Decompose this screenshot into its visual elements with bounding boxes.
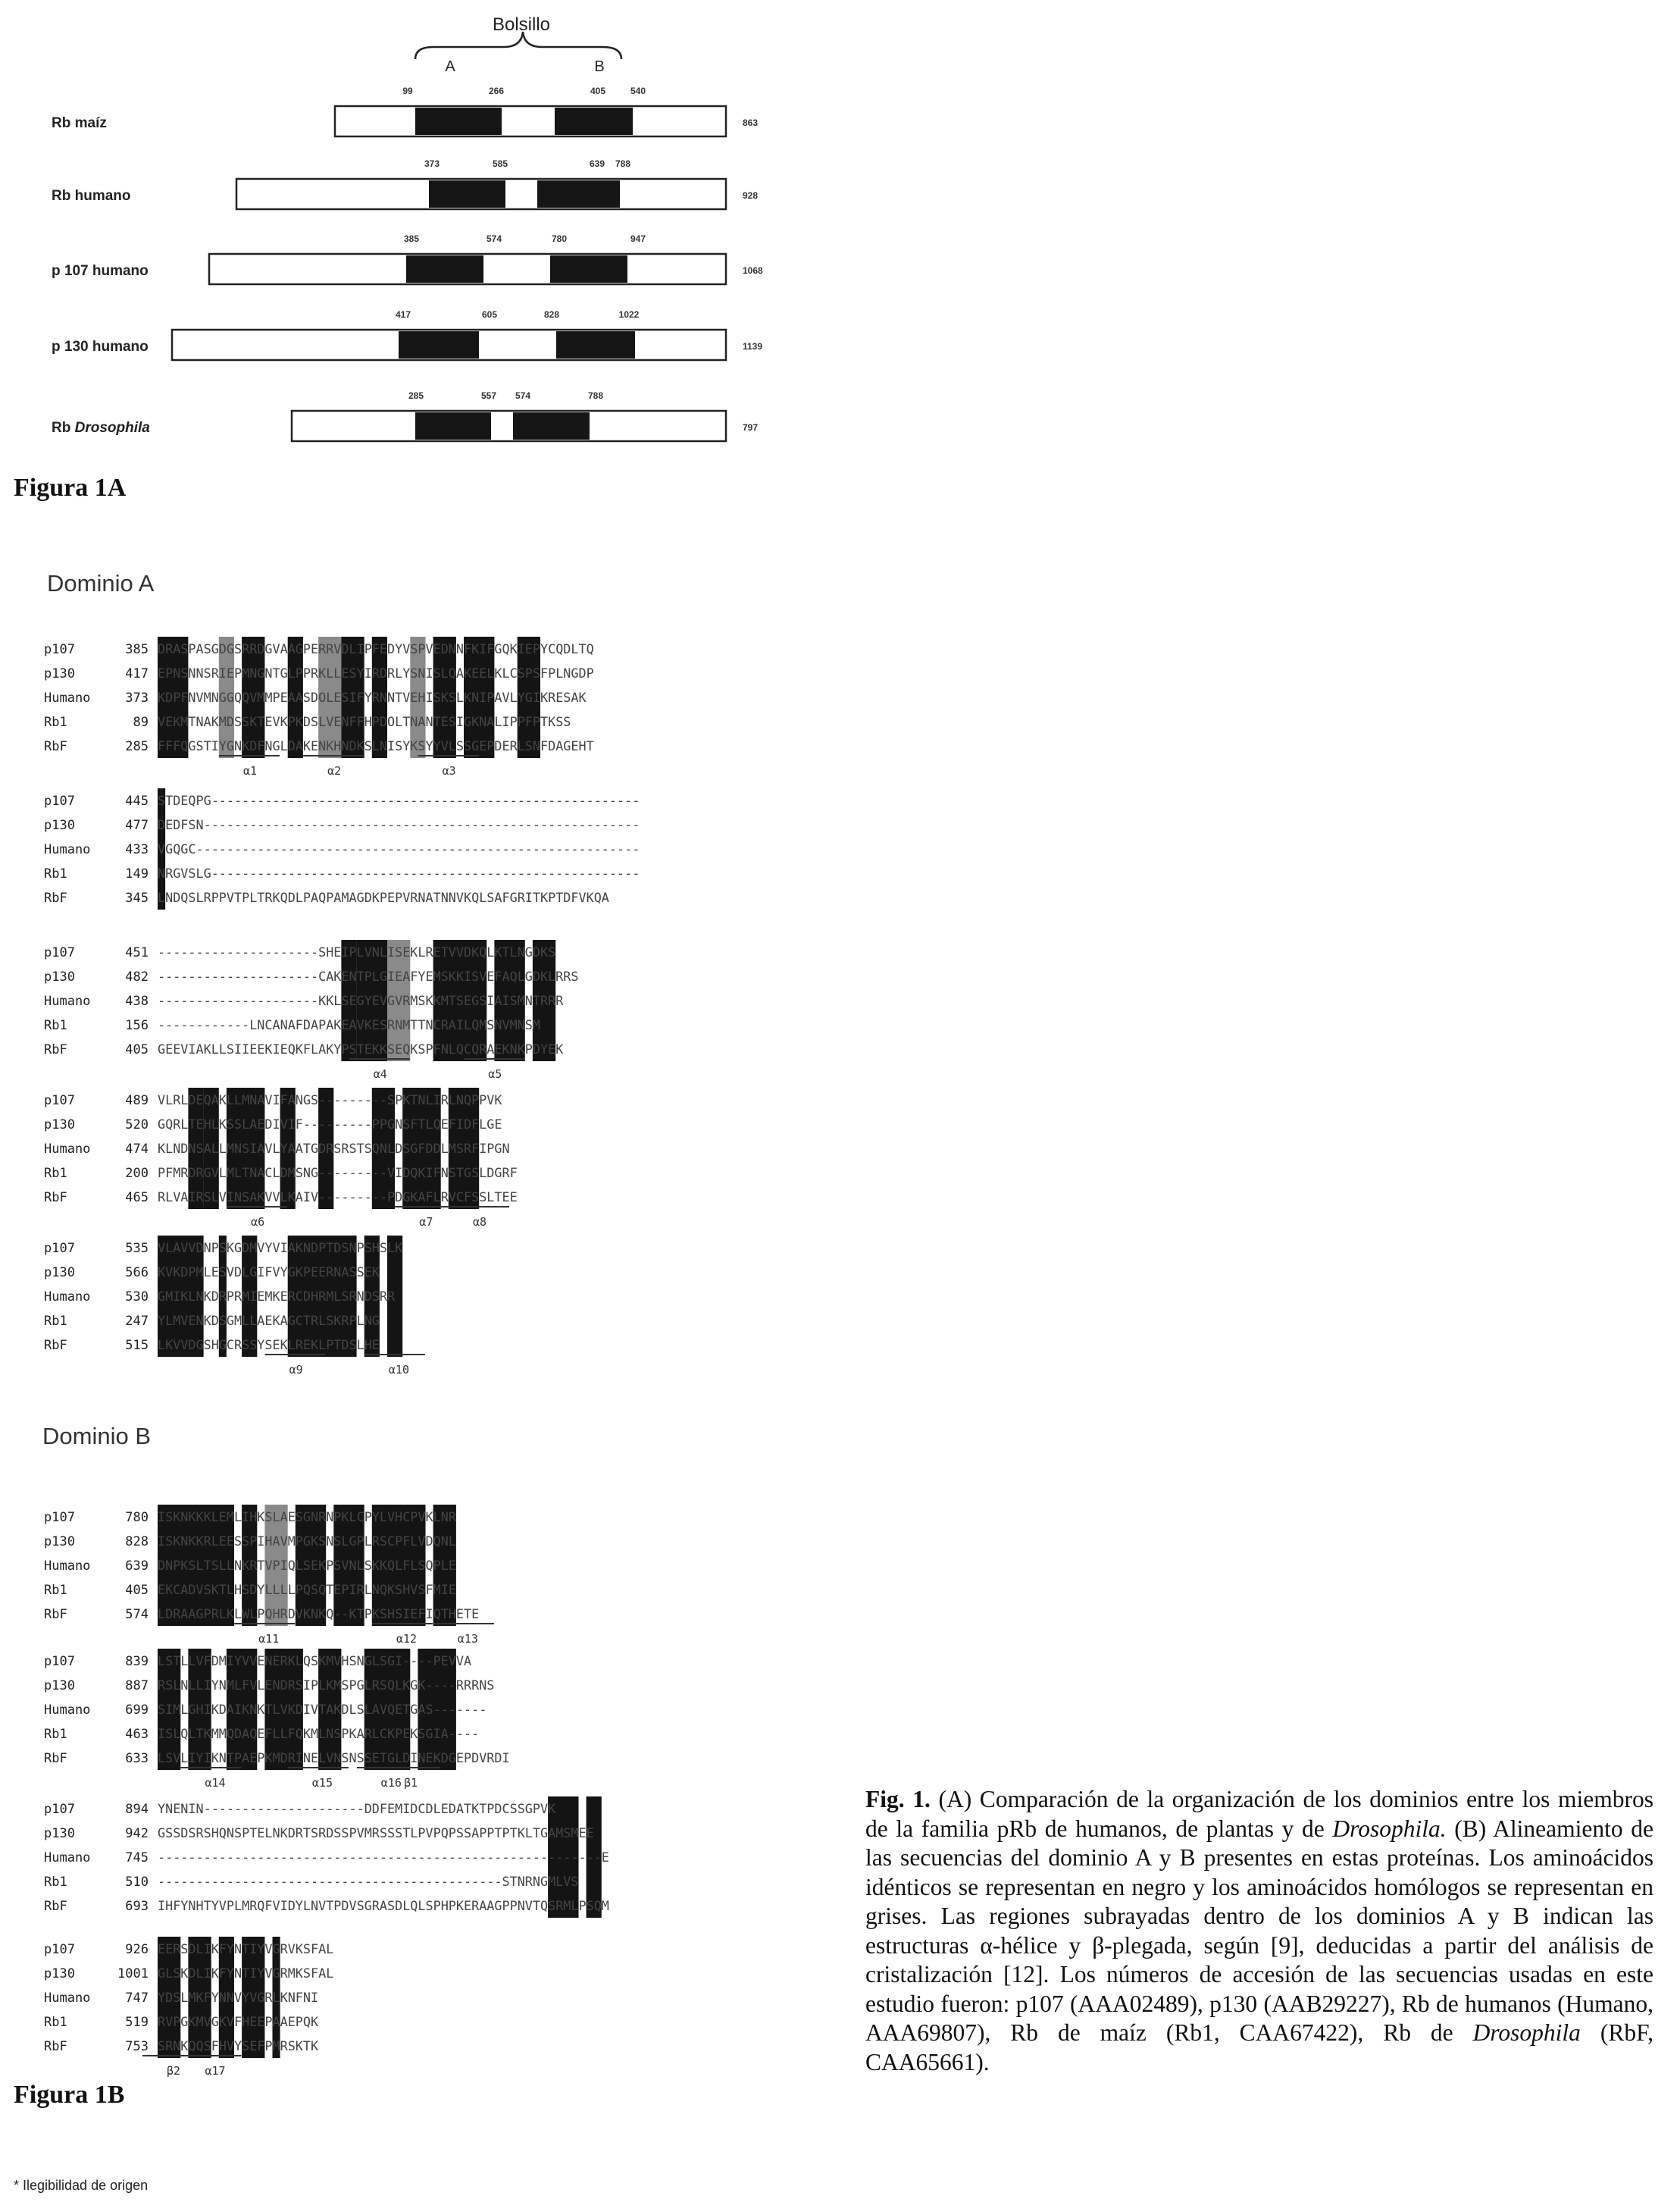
alignment-block	[0, 1649, 818, 1791]
sequence-name: Rb1	[44, 1166, 67, 1181]
sequence-name: Humano	[44, 1289, 91, 1305]
sequence-name: p107	[44, 945, 75, 960]
sequence-start-number: 438	[125, 994, 149, 1009]
secondary-structure-label: α12	[396, 1632, 418, 1646]
position-mark: 417	[395, 309, 411, 320]
sequence-name: Humano	[44, 1558, 91, 1574]
sequence-name: Humano	[44, 994, 91, 1009]
caption-italic-drosophila-1: Drosophila.	[1332, 1815, 1447, 1842]
secondary-structure-label: α7	[419, 1215, 433, 1229]
pocket-region-a	[406, 255, 483, 283]
sequence-name: p130	[44, 1265, 75, 1280]
sequence-residues: ISKNKKRLEESSPIHAVMPGKSNSLGPLRSCPFLVDQNL	[158, 1533, 456, 1549]
pocket-region-b	[555, 108, 633, 135]
sequence-start-number: 474	[125, 1142, 149, 1157]
sequence-residues: KDPFNVMNGGQQVMMPEAASDOLESIFYRNNTVEHISKSLKNIPAVLYGIKRESAK	[158, 690, 587, 705]
protein-length: 863	[743, 117, 759, 128]
sequence-name: RbF	[44, 2039, 67, 2054]
sequence-start-number: 465	[125, 1190, 149, 1205]
sequence-residues: ISKNKKKLEMLIHKSLAESGNRNPKLCPYLVHCPVKLNR	[158, 1509, 457, 1524]
protein-length: 797	[743, 422, 759, 433]
sequence-residues: LKVVDGSHGCRSSYSEKLREKLPTDSLHE	[158, 1337, 380, 1352]
sequence-residues: GMIKLNKDRPRMIEMKERCDHRMLSRNDSRR	[158, 1289, 396, 1304]
figure-1a-label: Figura 1A	[14, 474, 127, 502]
sequence-start-number: 828	[125, 1534, 149, 1549]
secondary-structure-label: α8	[473, 1215, 487, 1229]
alignment-block-svg	[0, 637, 818, 779]
sequence-name: RbF	[44, 1338, 67, 1353]
sequence-start-number: 477	[125, 818, 149, 833]
protein-name: p 107 humano	[52, 263, 149, 279]
caption-head: Fig. 1.	[865, 1786, 931, 1812]
sequence-start-number: 780	[125, 1510, 149, 1525]
protein-name	[52, 420, 150, 436]
caption-text-end: (RbF, CAA65661).	[865, 2019, 1653, 2075]
sequence-start-number: 699	[125, 1702, 149, 1718]
position-mark: 780	[551, 233, 568, 244]
position-mark: 585	[492, 158, 508, 169]
sequence-start-number: 747	[125, 1991, 149, 2006]
sequence-name: p130	[44, 969, 75, 985]
sequence-name: Humano	[44, 1850, 91, 1865]
sequence-start-number: 693	[125, 1899, 149, 1914]
sequence-start-number: 639	[125, 1558, 149, 1574]
caption-text-b: (B) Alineamiento de las secuencias del dominio A y B presentes en estas proteínas. Los aminoácidos idénticos se representan en negro y los aminoácidos homólogos se representan en grises. Las regiones subrayadas dentro de los dominios A y B indican las estructuras α-hélice y β-plegada, según [9], deducidas a partir del análisis de cristalización [12]. Los números de accesión de las secuencias usadas en este estudio fueron: p107 (AAA02489), p130 (AAB29227), Rb de humanos (Humano, AAA69807), Rb de maíz (Rb1, CAA67422), Rb de	[865, 1815, 1654, 2046]
sequence-residues: FFFQGSTIYGNKDFNGLDAKENKHNDKSLNISYKSYYVLSSGEPDERLSNFDAGEHT	[158, 738, 594, 753]
sequence-residues: ISLQLTKMMQDAQEFLLFQKMLNSPKARLCKPEKSGIA----	[158, 1726, 480, 1741]
position-mark: 828	[543, 309, 560, 320]
sequence-residues: RLVAIRSLVINSAKVVLKAIV---------PDGKAFLRVCFSSLTEE	[158, 1189, 518, 1204]
sequence-name: RbF	[44, 1899, 67, 1914]
sequence-name: p130	[44, 666, 75, 681]
protein-name: Rb maíz	[52, 115, 107, 131]
pocket-label: Bolsillo	[492, 14, 551, 35]
alignment-block-svg	[0, 1937, 818, 2079]
alignment-block	[0, 788, 818, 931]
protein-bar	[292, 411, 726, 441]
position-mark: 266	[488, 86, 505, 96]
sequence-start-number: 156	[125, 1018, 149, 1033]
sequence-name: p130	[44, 1966, 75, 1981]
sequence-name: RbF	[44, 891, 67, 906]
sequence-start-number: 633	[125, 1751, 149, 1766]
sequence-residues: YDSLMKFYNNVYVGRLKNFNI	[158, 1990, 319, 2005]
sequence-residues: PFMRDRGVLMLTNACLDMSNG---------VIDQKIFNSTGSLDGRF	[158, 1165, 518, 1180]
pocket-region-b	[513, 412, 590, 440]
caption-italic-drosophila-2: Drosophila	[1472, 2019, 1581, 2046]
secondary-structure-label: α5	[488, 1067, 502, 1081]
position-mark: 947	[630, 233, 646, 244]
sequence-start-number: 200	[125, 1166, 149, 1181]
sequence-start-number: 887	[125, 1678, 149, 1693]
sequence-residues: EKCADVSKTLHSDYLLLLPQSQTEPIRLNQKSHVSFMIE	[158, 1582, 456, 1597]
sequence-residues: SRNKQQSFHVYSEFPMRSKTK	[158, 2038, 319, 2053]
position-mark: 574	[515, 390, 531, 401]
secondary-structure-label: β2	[167, 2064, 181, 2078]
sequence-residues: GSSDSRSHQNSPTELNKDRTSRDSSPVMRSSSTLPVPQPSSAPPTPTKLTGAMSMEE	[158, 1825, 594, 1840]
sequence-start-number: 566	[125, 1265, 149, 1280]
sequence-residues: RSLNLLIYNMLFVLENDRSIPLKMSPGLRSQLKGK----RRRNS	[158, 1677, 495, 1693]
sequence-residues: STDEQPG--------------------------------------------------------	[158, 793, 640, 808]
secondary-structure-label: α1	[243, 764, 258, 778]
sequence-residues: VLRLDEQAKLLMNAVIFANGS---------SPKTNLIRLNQPPVK	[158, 1092, 503, 1107]
sequence-residues: ---------------------CAKENTPLGIEAFYEMSKKISVEFAQLGDKLRRS	[158, 969, 579, 984]
figure-1a	[0, 0, 1680, 502]
sequence-name: p130	[44, 1826, 75, 1841]
position-mark: 574	[486, 233, 502, 244]
sequence-start-number: 1001	[117, 1966, 149, 1981]
sequence-start-number: 385	[125, 642, 149, 657]
sequence-name: RbF	[44, 1042, 67, 1057]
sequence-name: Rb1	[44, 715, 67, 730]
secondary-structure-label: α16	[380, 1776, 402, 1790]
figure-caption	[865, 1785, 1653, 2077]
sequence-name: Humano	[44, 1142, 91, 1157]
figure-1b-label: Figura 1B	[14, 2081, 125, 2109]
sequence-name: p107	[44, 1802, 75, 1817]
sequence-name: Humano	[44, 1991, 91, 2006]
alignment-block-svg	[0, 940, 818, 1082]
secondary-structure-label: α15	[311, 1776, 333, 1790]
position-mark: 605	[481, 309, 498, 320]
secondary-structure-label: β1	[404, 1776, 418, 1790]
sequence-start-number: 405	[125, 1042, 149, 1057]
sequence-name: RbF	[44, 1607, 67, 1622]
alignment-block	[0, 1505, 818, 1647]
sequence-start-number: 463	[125, 1727, 149, 1742]
sequence-start-number: 405	[125, 1583, 149, 1598]
sequence-residues: ---------------------------------------------STNRNGMLVS	[158, 1874, 579, 1889]
secondary-structure-label: α11	[258, 1632, 280, 1646]
sequence-start-number: 510	[125, 1875, 149, 1890]
sequence-residues: LDRAAGPRLKLWLPQHRDVKNKQ--KTPKSHSIEFIQTHETE	[158, 1606, 480, 1621]
sequence-start-number: 451	[125, 945, 149, 960]
position-mark: 540	[630, 86, 646, 96]
protein-name: Rb humano	[52, 188, 131, 204]
sequence-start-number: 89	[133, 715, 149, 730]
sequence-start-number: 482	[125, 969, 149, 985]
domain-a-title: Dominio A	[47, 570, 155, 597]
secondary-structure-label: α3	[442, 764, 456, 778]
sequence-residues: YLMVENKDSGMLLAEKAGCTRLSKRPLNG	[158, 1313, 380, 1328]
sequence-start-number: 839	[125, 1654, 149, 1669]
alignment-block	[0, 1937, 818, 2079]
pocket-region-b	[550, 255, 627, 283]
sequence-name: Rb1	[44, 1314, 67, 1329]
sequence-start-number: 745	[125, 1850, 149, 1865]
protein-length: 1068	[743, 265, 763, 276]
sequence-start-number: 417	[125, 666, 149, 681]
protein-row	[52, 233, 763, 284]
sequence-start-number: 445	[125, 794, 149, 809]
sequence-residues: KVKDPMLESVDLGIFVYGKPEERNASSEK	[158, 1264, 380, 1280]
sequence-name: Rb1	[44, 1875, 67, 1890]
protein-name-italic: Drosophila	[74, 420, 150, 436]
sequence-start-number: 574	[125, 1607, 149, 1622]
sequence-name: p130	[44, 818, 75, 833]
sequence-residues: VLAVVDNPSKGDMVYVIAKNDPTDSNPSHSLK	[158, 1240, 404, 1255]
domain-b-title: Dominio B	[42, 1423, 151, 1449]
pocket-region-a	[399, 331, 479, 359]
sequence-start-number: 247	[125, 1314, 149, 1329]
domain-organization-diagram	[0, 0, 834, 478]
secondary-structure-label: α14	[205, 1776, 226, 1790]
position-mark: 285	[408, 390, 424, 401]
sequence-residues: GLSKDLIKFYNTIYVGRMKSFAL	[158, 1966, 334, 1981]
position-mark: 99	[402, 86, 413, 96]
protein-bar	[335, 106, 726, 136]
footnote: * Ilegibilidad de origen	[14, 2178, 149, 2193]
sequence-residues: KLNDNSALLMNSIAVLYAATGDRSRSTSQNLDSGFDDLMSRFIPGN	[158, 1141, 510, 1156]
protein-row	[52, 390, 758, 441]
sequence-residues: YNENIN---------------------DDFEMIDCDLEDATKTPDCSSGPVK	[158, 1801, 557, 1816]
sequence-residues: RVPGKMVGKVFHEEPAAEPQK	[158, 2014, 319, 2029]
sequence-name: p107	[44, 1241, 75, 1256]
sequence-residues: LSVLIYIKNTPAEPKMDRINELVNSNSSETGLDINEKDGEPDVRDI	[158, 1750, 510, 1765]
sequence-residues: DNPKSLTSLLNKRTVPIQLSEKPSVNLSKKQLFLSQPLE	[158, 1558, 456, 1573]
protein-name: p 130 humano	[52, 339, 149, 355]
sequence-name: RbF	[44, 1751, 67, 1766]
sequence-name: p130	[44, 1534, 75, 1549]
alignment-block-svg	[0, 788, 818, 931]
protein-row	[52, 158, 758, 209]
sequence-start-number: 535	[125, 1241, 149, 1256]
sequence-name: p130	[44, 1678, 75, 1693]
sequence-start-number: 373	[125, 691, 149, 706]
pocket-region-a	[429, 180, 505, 208]
alignment-block-svg	[0, 1088, 818, 1230]
sequence-start-number: 285	[125, 739, 149, 754]
sequence-residues: DRASPASGDGSRRDGVAAGPERRVDLIPFEDYVSPVEDNNFKIFGQKIEPYCQDLTQ	[158, 641, 594, 656]
caption-text-a: (A) Comparación de la organización de los dominios entre los miembros de la familia pRb de humanos, de plantas y de	[865, 1786, 1653, 1842]
sequence-start-number: 345	[125, 891, 149, 906]
sequence-residues: VGQGC----------------------------------------------------------	[158, 841, 640, 857]
pocket-region-b	[537, 180, 620, 208]
pocket-region-a	[415, 108, 502, 135]
sequence-name: p130	[44, 1117, 75, 1132]
alignment-block-svg	[0, 1236, 818, 1378]
alignment-block	[0, 1088, 818, 1230]
sequence-residues: SIMLGHIKDAIKNKTLVKDIVTAKDLSLAVQETGAS-------	[158, 1702, 487, 1717]
sequence-start-number: 149	[125, 866, 149, 882]
alignment-block	[0, 940, 818, 1082]
sequence-name: Rb1	[44, 1583, 67, 1598]
subdomain-a-label: A	[445, 58, 455, 75]
position-mark: 385	[403, 233, 420, 244]
secondary-structure-label: α9	[289, 1363, 303, 1377]
secondary-structure-label: α4	[373, 1067, 387, 1081]
secondary-structure-label: α17	[205, 2064, 226, 2078]
sequence-name: Rb1	[44, 1727, 67, 1742]
pocket-brace	[415, 32, 621, 59]
sequence-name: p107	[44, 1654, 75, 1669]
position-mark: 788	[615, 158, 631, 169]
position-mark: 788	[587, 390, 604, 401]
sequence-name: RbF	[44, 739, 67, 754]
sequence-residues: ----------------------------------------------------------E	[158, 1850, 609, 1865]
subdomain-b-label: B	[594, 58, 605, 75]
sequence-name: p107	[44, 1510, 75, 1525]
alignment-block-svg	[0, 1796, 818, 1939]
position-mark: 639	[589, 158, 605, 169]
pocket-region-a	[415, 412, 491, 440]
sequence-residues: DEDFSN---------------------------------------------------------	[158, 817, 640, 832]
pocket-region-b	[556, 331, 635, 359]
sequence-name: Humano	[44, 691, 91, 706]
sequence-residues: LNDQSLRPPVTPLTRKQDLPAQPAMAGDKPEPVRNATNNVKQLSAFGRITKPTDFVKQA	[158, 890, 609, 905]
secondary-structure-label: α13	[457, 1632, 478, 1646]
sequence-name: p107	[44, 1093, 75, 1108]
sequence-start-number: 753	[125, 2039, 149, 2054]
sequence-residues: IHFYNHTYVPLMRQFVIDYLNVTPDVSGRASDLQLSPHPKERAAGPPNVTQSRMLPSQM	[158, 1898, 609, 1913]
sequence-residues: GQRLTEHLKSSLAEDIVIF---------PPGNSFTLQEFIDFLGE	[158, 1117, 502, 1132]
sequence-start-number: 530	[125, 1289, 149, 1305]
sequence-start-number: 926	[125, 1942, 149, 1957]
alignment-block-svg	[0, 1649, 818, 1791]
position-mark: 1022	[618, 309, 640, 320]
sequence-residues: EPNSNNSRIEPMNGNTGLPPRKLLESYIRDRLYSNISLQAKEELKLCSPSFPLNGDP	[158, 666, 594, 681]
sequence-name: Rb1	[44, 866, 67, 882]
protein-length: 1139	[743, 341, 763, 352]
sequence-residues: NRGVSLG--------------------------------------------------------	[158, 866, 640, 881]
sequence-start-number: 894	[125, 1802, 149, 1817]
sequence-start-number: 519	[125, 2015, 149, 2030]
sequence-start-number: 515	[125, 1338, 149, 1353]
sequence-name: p107	[44, 794, 75, 809]
secondary-structure-label: α2	[327, 764, 342, 778]
sequence-start-number: 942	[125, 1826, 149, 1841]
position-mark: 557	[480, 390, 497, 401]
position-mark: 373	[424, 158, 440, 169]
sequence-residues: EERSDLIKFYNTIYVGRVKSFAL	[158, 1941, 334, 1956]
sequence-name: p107	[44, 1942, 75, 1957]
alignment-block	[0, 1236, 818, 1378]
protein-row	[52, 86, 758, 136]
sequence-name: Humano	[44, 1702, 91, 1718]
protein-name-plain: Rb	[52, 420, 75, 436]
position-mark: 405	[590, 86, 606, 96]
secondary-structure-label: α6	[251, 1215, 265, 1229]
alignment-block	[0, 1796, 818, 1939]
sequence-name: RbF	[44, 1190, 67, 1205]
sequence-residues: ---------------------SHEIPLVNLISEKLRETVVDKQLKTLNGDKS	[158, 944, 556, 960]
alignment-block-svg	[0, 1505, 818, 1647]
protein-length: 928	[743, 190, 759, 201]
sequence-start-number: 433	[125, 842, 149, 857]
protein-row	[52, 309, 762, 360]
sequence-start-number: 489	[125, 1093, 149, 1108]
sequence-start-number: 520	[125, 1117, 149, 1132]
sequence-name: Humano	[44, 842, 91, 857]
alignment-block	[0, 637, 818, 779]
sequence-name: p107	[44, 642, 75, 657]
sequence-name: Rb1	[44, 1018, 67, 1033]
sequence-residues: GEEVIAKLLSIIEEKIEQKFLAKYPSTEKKSEQKSPFNLQCQRAEKNKPDYEK	[158, 1041, 565, 1057]
sequence-residues: ---------------------KKLSEGYEVGVRMSKKMTSEGSIAISMNTRRR	[158, 993, 565, 1008]
sequence-residues: VEKMTNAKMDSSKTEVKPKDSLVENFFHPDOLTNANTESIGKNALIPPFPTKSS	[158, 714, 571, 729]
sequence-residues: LSTLLVFDMIYVVENERKLQSKMVHSNGLSGI----PEVVA	[158, 1653, 472, 1668]
sequence-name: Rb1	[44, 2015, 67, 2030]
sequence-residues: ------------LNCANAFDAPAKEAVKESRNMTTNCRAILQMSNVMNSM	[158, 1017, 540, 1032]
secondary-structure-label: α10	[388, 1363, 409, 1377]
